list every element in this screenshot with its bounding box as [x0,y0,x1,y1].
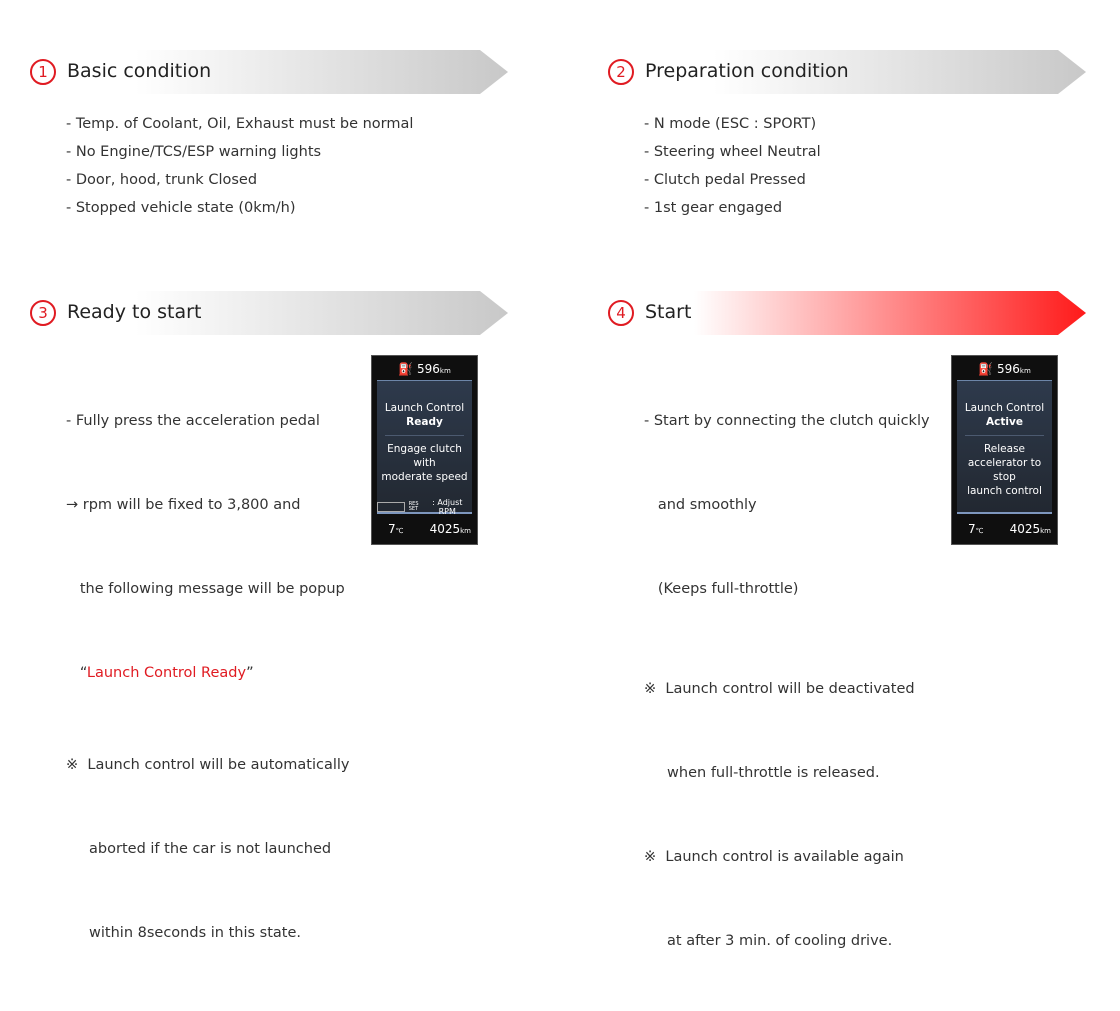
cluster-title-status: Ready [406,416,443,428]
odometer-value: 4025 [429,522,461,536]
list-item: at after 3 min. of cooling drive. [644,933,893,949]
temperature-readout [388,522,404,536]
cluster-body-line: launch control [967,485,1042,497]
list-item: ※ Launch control is available again [644,849,904,865]
cluster-bottom-bar [372,522,477,536]
rpm-bar-icon [377,502,405,512]
list-item: ※ Launch control will be deactivated [644,681,915,697]
cluster-message-title [377,401,472,429]
step-3-number: 3 [30,300,56,326]
cluster-title-text: Launch Control [384,402,465,414]
quote-open: “ [66,665,87,681]
cluster-title-status: Active [986,416,1023,428]
odometer-unit: km [460,527,471,535]
list-item: when full-throttle is released. [644,765,880,781]
divider [965,435,1044,436]
list-item: (Keeps full-throttle) [644,581,799,597]
cluster-display-active [951,355,1058,545]
list-item: within 8seconds in this state. [66,925,301,941]
range-readout [952,362,1057,376]
temperature-value: 7 [968,522,976,536]
list-item: - Start by connecting the clutch quickly [644,413,930,429]
odometer-readout [1010,522,1051,536]
list-item: - 1st gear engaged [644,200,783,216]
step-1-lines [66,110,413,222]
cluster-display-ready [371,355,478,545]
step-1-title: Basic condition [67,60,212,82]
cluster-message-body [377,442,472,484]
list-item: - No Engine/TCS/ESP warning lights [66,144,322,160]
range-unit: km [439,367,451,375]
range-readout [372,362,477,376]
cluster-body-line: moderate speed [381,471,468,483]
step-2-number: 2 [608,59,634,85]
list-item: aborted if the car is not launched [66,841,332,857]
odometer-value: 4025 [1009,522,1041,536]
cluster-bottom-bar [952,522,1057,536]
odometer-readout [430,522,471,536]
list-item: the following message will be popup [66,581,345,597]
cluster-message-title [957,401,1052,429]
list-item: - Stopped vehicle state (0km/h) [66,200,296,216]
step-1-number: 1 [30,59,56,85]
cluster-body-line: Engage clutch with [387,443,462,469]
step-2-title: Preparation condition [645,60,849,82]
step-3-title: Ready to start [67,301,202,323]
cluster-body-line: Release [983,443,1026,455]
list-item: - N mode (ESC : SPORT) [644,116,817,132]
temperature-value: 7 [388,522,396,536]
temperature-unit: ℃ [395,527,404,535]
list-item: - Clutch pedal Pressed [644,172,806,188]
list-item: ※ Launch control will be automatically [66,757,350,773]
res-set-icon: RES SET [408,501,419,512]
list-item [66,659,350,687]
cluster-message-body [957,442,1052,498]
list-item: → rpm will be fixed to 3,800 and [66,497,301,513]
list-item: - Temp. of Coolant, Oil, Exhaust must be normal [66,116,414,132]
range-value: 596 [997,362,1020,376]
fuel-pump-icon: ⛽ [398,362,414,376]
temperature-unit: ℃ [975,527,984,535]
divider [385,435,464,436]
rpm-adjust-hint [377,498,472,516]
step-4-number: 4 [608,300,634,326]
list-item: - Fully press the acceleration pedal [66,413,320,429]
step-4-title: Start [645,301,692,323]
step-4 [578,241,1120,949]
cluster-message-panel [957,380,1052,514]
quote-close: ” [246,665,254,681]
range-value: 596 [417,362,440,376]
step-4-lines [644,351,930,1011]
rpm-adjust-label: : Adjust RPM [432,498,463,516]
step-3 [0,241,560,941]
list-item: and smoothly [644,497,757,513]
fuel-pump-icon: ⛽ [978,362,994,376]
cluster-body-line: accelerator to stop [967,457,1042,483]
list-item: - Steering wheel Neutral [644,144,821,160]
step-3-lines [66,351,350,1003]
cluster-message-panel [377,380,472,514]
step-2-lines [644,110,821,222]
range-unit: km [1019,367,1031,375]
temperature-readout [968,522,984,536]
cluster-title-text: Launch Control [964,402,1045,414]
launch-control-ready-highlight: Launch Control Ready [86,665,247,681]
list-item: - Door, hood, trunk Closed [66,172,258,188]
odometer-unit: km [1040,527,1051,535]
